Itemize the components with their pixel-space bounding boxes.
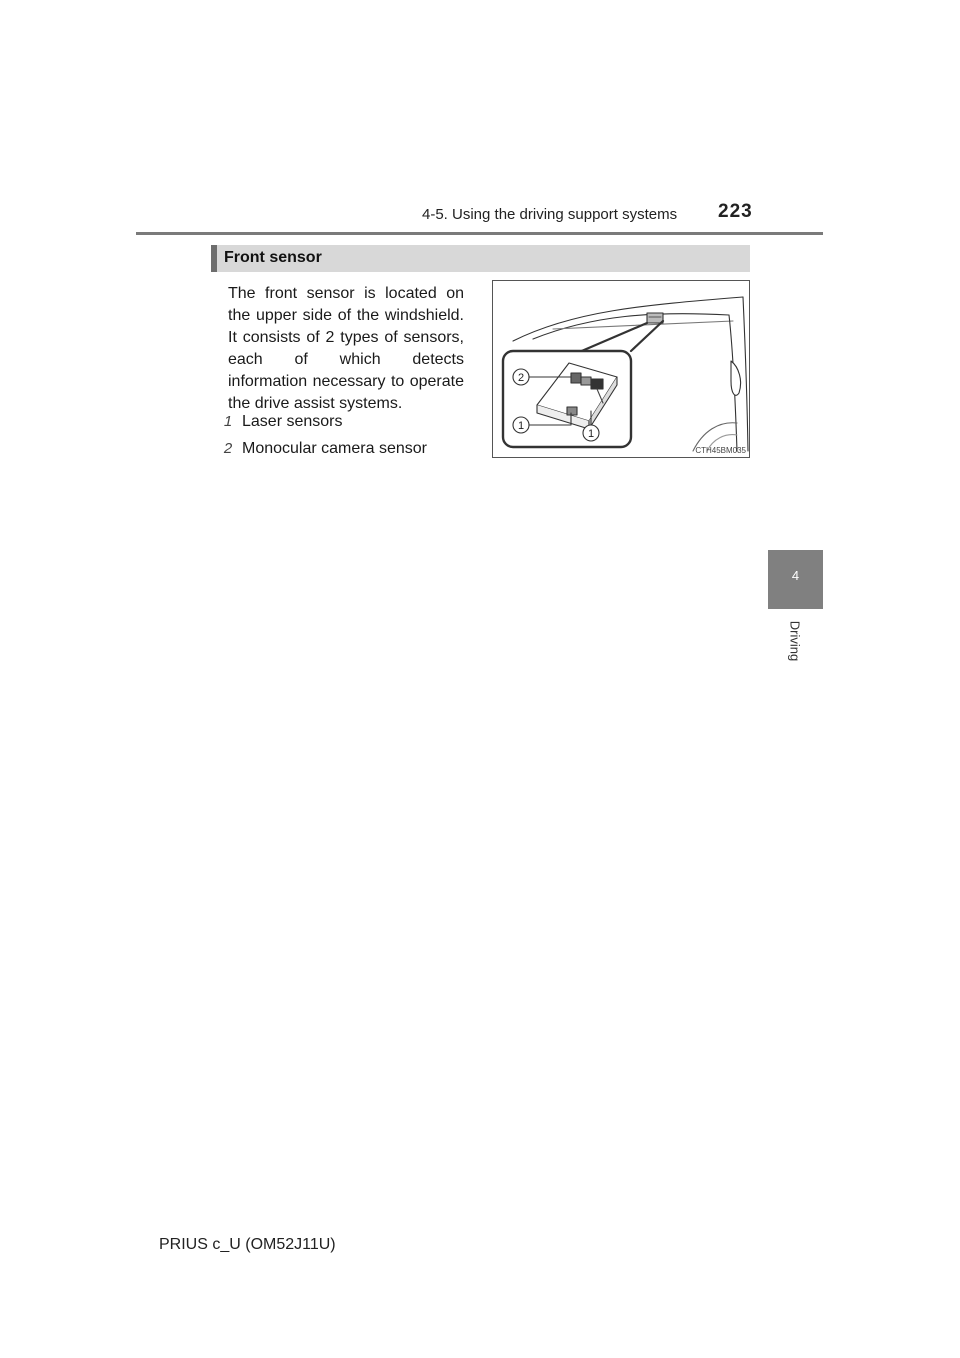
list-item-label: Laser sensors <box>242 413 343 430</box>
sensor-unit-small <box>647 313 663 323</box>
section-heading-accent <box>211 245 217 272</box>
section-heading-bar <box>211 245 750 272</box>
page-number: 223 <box>718 201 753 222</box>
list-item-label: Monocular camera sensor <box>242 440 427 457</box>
illustration-code: CTH45BM035 <box>695 446 746 455</box>
callout-number: 2 <box>517 372 525 384</box>
footer-model: PRIUS c_U (OM52J11U) <box>159 1236 336 1253</box>
header-divider <box>136 232 823 235</box>
windshield-sensor-drawing <box>493 281 749 457</box>
callout-number: 1 <box>517 420 525 432</box>
header-section-title: 4-5. Using the driving support systems <box>422 206 678 223</box>
laser-sensor-icon <box>567 407 577 415</box>
callout-number: 1 <box>587 428 595 440</box>
windshield-inner-line <box>533 314 729 339</box>
windshield-top-line <box>513 297 743 341</box>
section-description: The front sensor is located on the upper side of the windshield. It consists of 2 types of sensors, each of which detects information necessary to operate the drive assist systems. <box>228 285 464 412</box>
camera-lens-icon <box>571 373 581 383</box>
list-item-number: 1 <box>223 413 233 430</box>
section-title: Front sensor <box>224 249 322 266</box>
front-sensor-illustration <box>492 280 750 458</box>
list-item-number: 2 <box>223 440 233 457</box>
chapter-tab <box>768 550 823 609</box>
chapter-label: Driving <box>787 620 803 662</box>
chapter-number: 4 <box>791 568 800 583</box>
